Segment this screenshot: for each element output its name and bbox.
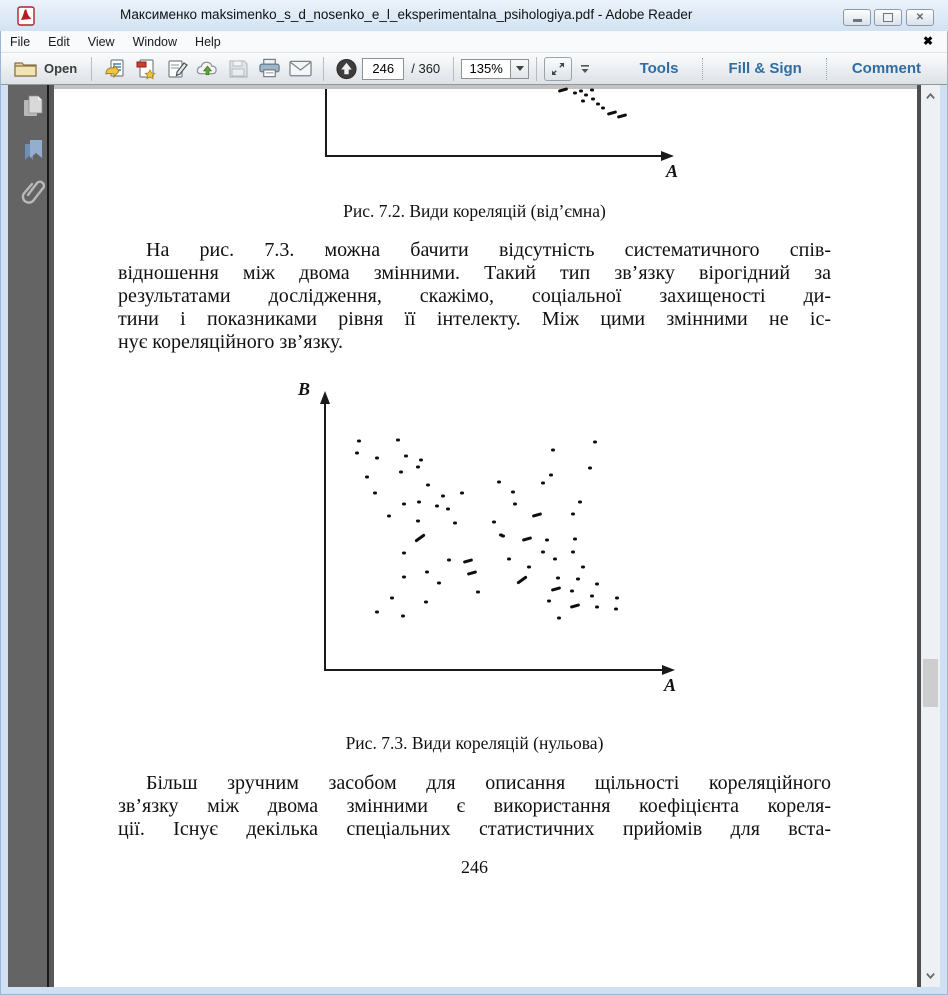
sign-document-button[interactable] bbox=[165, 58, 188, 80]
toolbar-separator bbox=[453, 57, 454, 81]
email-button[interactable] bbox=[289, 58, 312, 80]
zoom-control bbox=[461, 59, 529, 79]
fig72-x-arrowhead bbox=[661, 151, 674, 161]
fig73-x-axis bbox=[324, 669, 662, 671]
fig72-y-axis bbox=[325, 89, 327, 157]
print-button[interactable] bbox=[258, 58, 281, 80]
email-icon bbox=[289, 60, 312, 78]
toolbar bbox=[1, 53, 947, 85]
previous-view-button[interactable] bbox=[335, 58, 358, 80]
chevron-down-icon bbox=[516, 66, 524, 71]
window-title: Максименко maksimenko_s_d_nosenko_e_l_eksperimentalna_psihologiya.pdf - Adobe Reader bbox=[120, 7, 693, 22]
menu-edit[interactable]: Edit bbox=[48, 34, 70, 49]
page-total-label: / 360 bbox=[411, 61, 441, 76]
menu-view[interactable]: View bbox=[87, 34, 115, 49]
paragraph-line: ції. Існує декілька спеціальних статистичних прийомів для вста- bbox=[118, 818, 831, 840]
minimize-icon bbox=[853, 19, 862, 22]
fig73-caption: Рис. 7.3. Види кореляцій (нульова) bbox=[345, 733, 604, 753]
toolbar-separator bbox=[323, 57, 324, 81]
title-bar[interactable] bbox=[0, 0, 948, 31]
comment-tab[interactable]: Comment bbox=[851, 60, 921, 77]
paragraph-line: Більш зручним засобом для описання щільності кореляційного bbox=[146, 772, 831, 794]
close-icon: ✕ bbox=[915, 12, 925, 23]
toolbar-separator bbox=[536, 57, 537, 81]
vertical-scrollbar[interactable] bbox=[921, 85, 940, 987]
scroll-down-icon[interactable] bbox=[925, 970, 936, 981]
close-button[interactable] bbox=[906, 9, 934, 26]
fig72-x-axis-label: A bbox=[666, 161, 679, 181]
share-document-icon bbox=[104, 58, 126, 80]
fig73-x-axis-label: A bbox=[664, 675, 677, 695]
save-button[interactable] bbox=[227, 58, 250, 80]
dotted-separator bbox=[826, 58, 828, 80]
bookmarks-icon[interactable] bbox=[21, 137, 47, 165]
page-number-input[interactable] bbox=[362, 58, 404, 80]
navigation-sidebar bbox=[8, 85, 47, 987]
restore-button[interactable] bbox=[874, 9, 902, 26]
fig73-y-axis-label: B bbox=[298, 379, 311, 399]
cloud-upload-button[interactable] bbox=[196, 58, 219, 80]
scroll-up-icon[interactable] bbox=[925, 91, 936, 102]
open-button[interactable] bbox=[7, 57, 84, 80]
fit-window-button[interactable] bbox=[544, 57, 572, 81]
attachments-icon[interactable] bbox=[21, 177, 47, 207]
chevron-more-icon bbox=[579, 63, 591, 75]
page-thumbnails-icon[interactable] bbox=[21, 94, 47, 120]
save-icon bbox=[228, 58, 249, 79]
scrollbar-thumb[interactable] bbox=[923, 659, 938, 707]
adobe-reader-icon bbox=[17, 6, 35, 26]
create-pdf-button[interactable] bbox=[134, 58, 157, 80]
zoom-dropdown-button[interactable] bbox=[511, 59, 529, 79]
menu-help[interactable]: Help bbox=[195, 34, 221, 49]
restore-icon bbox=[883, 13, 893, 22]
cloud-upload-icon bbox=[196, 58, 219, 80]
fill-sign-tab[interactable]: Fill & Sign bbox=[728, 60, 802, 77]
paragraph-line: результатами дослідження, скажімо, соціальної захищеності ди- bbox=[118, 285, 831, 307]
fig72-caption: Рис. 7.2. Види кореляцій (від’ємна) bbox=[343, 201, 606, 221]
zoom-level-input[interactable]: 135% bbox=[461, 59, 511, 79]
sign-document-icon bbox=[166, 58, 188, 80]
fig73-y-axis bbox=[324, 401, 326, 671]
fig72-x-axis bbox=[325, 155, 662, 157]
fig73-x-arrowhead bbox=[662, 665, 675, 675]
toolbar-overflow-button[interactable] bbox=[576, 58, 594, 80]
dotted-separator bbox=[702, 58, 704, 80]
folder-icon bbox=[14, 59, 38, 78]
share-document-button[interactable] bbox=[103, 58, 126, 80]
tools-tab[interactable]: Tools bbox=[639, 60, 679, 77]
minimize-button[interactable] bbox=[843, 9, 871, 26]
paragraph-line: відношення між двома змінними. Такий тип зв’язку вірогідний за bbox=[118, 262, 831, 284]
menu-bar bbox=[1, 31, 947, 53]
resize-arrows-icon bbox=[550, 61, 566, 77]
paragraph-line: На рис. 7.3. можна бачити відсутність систематичного спів- bbox=[146, 239, 831, 261]
toolbar-separator bbox=[91, 57, 92, 81]
create-pdf-icon bbox=[135, 58, 157, 80]
paragraph-line: нує кореляційного зв’язку. bbox=[118, 331, 343, 353]
page-number: 246 bbox=[461, 857, 488, 877]
menu-window[interactable]: Window bbox=[132, 34, 178, 49]
menu-file[interactable]: File bbox=[10, 34, 31, 49]
paragraph-line: зв’язку між двома змінними є використання коефіцієнта кореля- bbox=[118, 795, 831, 817]
close-document-icon[interactable]: ✖ bbox=[922, 34, 933, 48]
paragraph-line: тини і показниками рівня її інтелекту. Між цими змінними не іс- bbox=[118, 308, 831, 330]
open-button-label: Open bbox=[44, 61, 78, 76]
toolbar-panels bbox=[626, 58, 947, 80]
print-icon bbox=[258, 58, 281, 79]
page-up-icon bbox=[335, 57, 358, 81]
page-edge-shadow bbox=[54, 85, 917, 89]
